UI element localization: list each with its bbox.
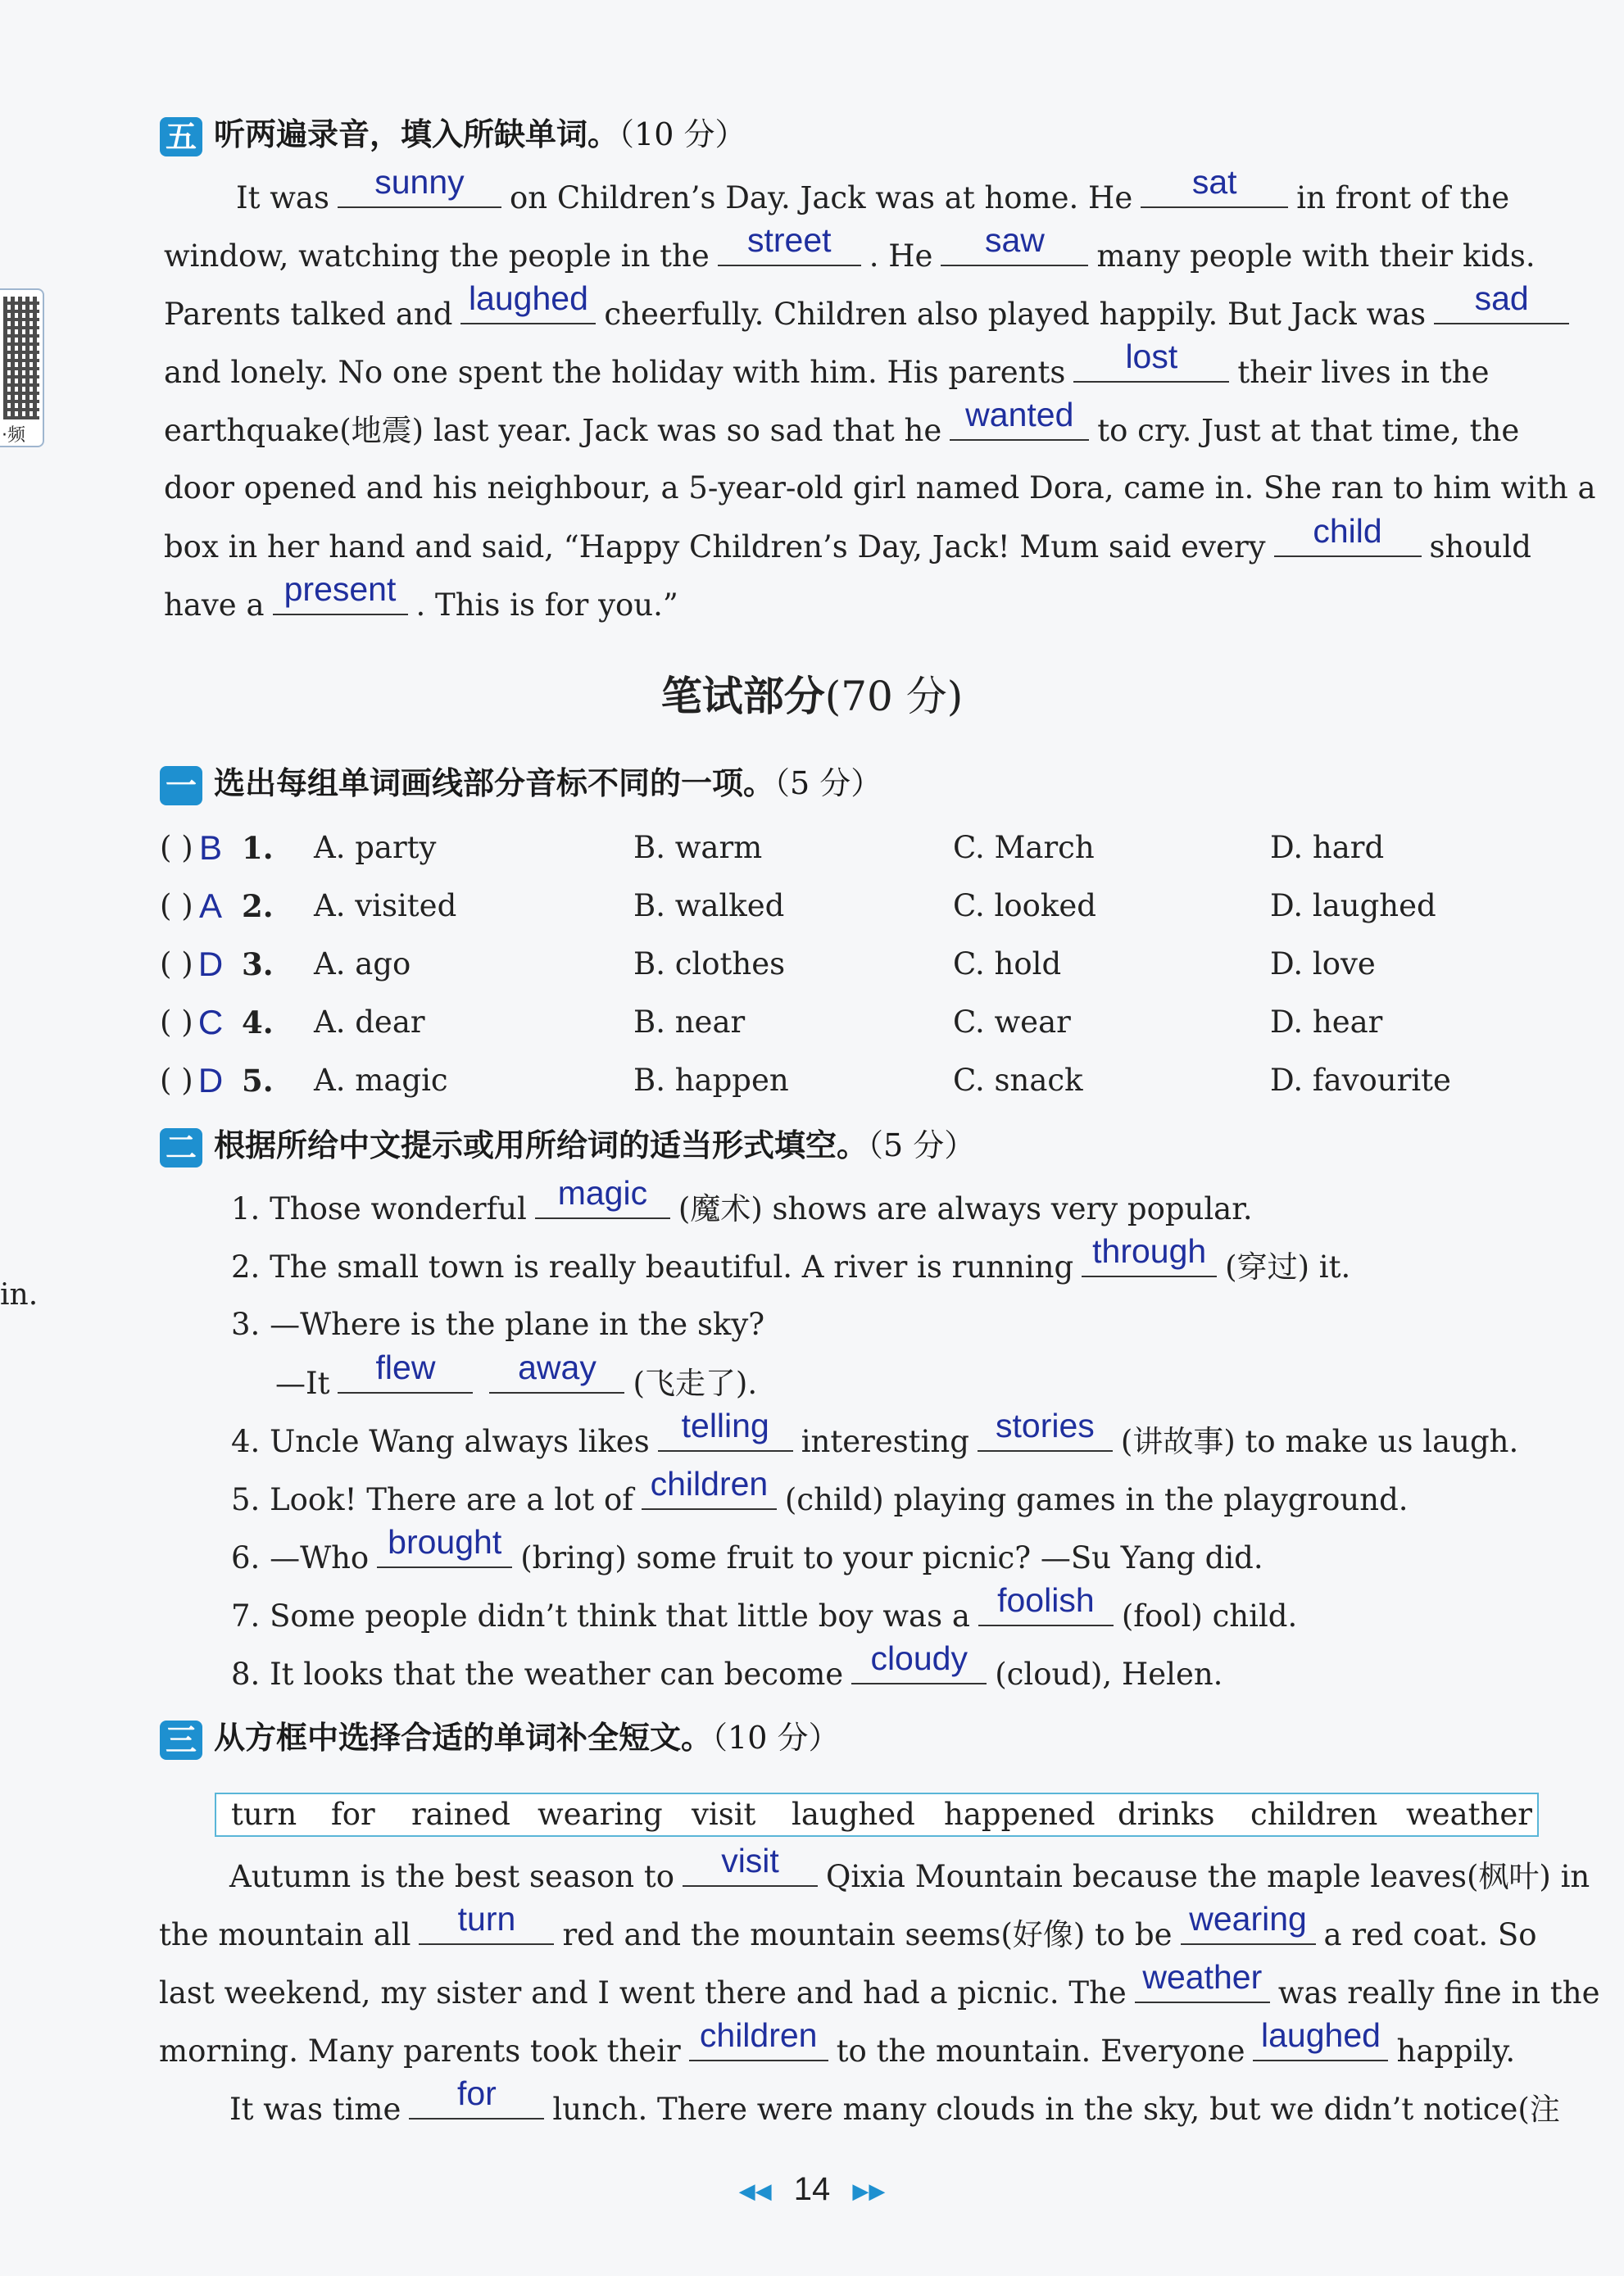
answer-blank[interactable]: magic — [535, 1188, 670, 1219]
passage-line: and lonely. No one spent the holiday with him. His parents lost their lives in the — [164, 338, 1490, 390]
question-line: 2. The small town is really beautiful. A river is running through (穿过) it. — [231, 1232, 1351, 1285]
answer-blank[interactable]: away — [489, 1362, 624, 1394]
section-title: 听两遍录音，填入所缺单词。 — [214, 116, 619, 152]
answer-blank[interactable]: wanted — [950, 410, 1089, 441]
mc-question-row — [160, 944, 1553, 985]
answer-blank[interactable]: saw — [941, 235, 1088, 266]
answer-blank[interactable]: through — [1082, 1246, 1217, 1277]
section-score: （10 分） — [619, 116, 746, 152]
page-navigation — [0, 2171, 1624, 2208]
answer-blank[interactable]: sunny — [338, 177, 501, 208]
question-line: 1. Those wonderful magic (魔术) shows are always very popular. — [231, 1174, 1253, 1226]
question-line: 7. Some people didn’t think that little boy was a foolish (fool) child. — [231, 1581, 1298, 1634]
question-line: 6. —Who brought (bring) some fruit to your picnic? —Su Yang did. — [231, 1523, 1263, 1576]
option-a[interactable]: A. magic — [314, 1063, 448, 1098]
answer-paren[interactable]: ( ) — [160, 946, 193, 982]
option-a[interactable]: A. dear — [314, 1004, 425, 1040]
answer-paren[interactable]: ( ) — [160, 888, 193, 923]
qr-code-icon — [3, 297, 39, 419]
page-number: 14 — [793, 2171, 831, 2207]
passage-line: last weekend, my sister and I went there and had a picnic. The weather was really fine in the — [159, 1958, 1600, 2011]
option-c[interactable]: C. March — [953, 830, 1095, 865]
passage-line: box in her hand and said, “Happy Children’s Day, Jack! Mum said every child should — [164, 512, 1531, 564]
section-title: 从方框中选择合适的单词补全短文。 — [214, 1720, 713, 1756]
question-line: 5. Look! There are a lot of children (child) playing games in the playground. — [231, 1465, 1409, 1517]
section-badge: 五 — [160, 117, 202, 156]
question-line: —It flew away (飞走了). — [275, 1349, 758, 1401]
option-b[interactable]: B. near — [633, 1004, 746, 1040]
passage-line: door opened and his neighbour, a 5-year-old girl named Dora, came in. She ran to him with a — [164, 470, 1596, 506]
mc-answer: B — [198, 828, 222, 867]
section-1-header — [160, 762, 882, 805]
answer-blank[interactable]: child — [1274, 526, 1422, 557]
word-option: happened — [944, 1797, 1096, 1832]
option-d[interactable]: D. hard — [1270, 830, 1385, 865]
passage-line: Parents talked and laughed cheerfully. Children also played happily. But Jack was sad — [164, 293, 1577, 335]
answer-blank[interactable]: visit — [683, 1856, 818, 1887]
mc-question-row — [160, 1060, 1553, 1101]
section-score: （10 分） — [712, 1720, 840, 1756]
passage-line: the mountain all turn red and the mountain seems(好像) to be wearing a red coat. So — [159, 1900, 1537, 1952]
question-number: 1. — [242, 830, 274, 866]
option-d[interactable]: D. hear — [1270, 1004, 1383, 1040]
mc-answer: D — [197, 945, 224, 983]
mc-answer: D — [197, 1061, 224, 1099]
question-number: 2. — [242, 888, 274, 924]
passage-line: window, watching the people in the street . He saw many people with their kids. — [164, 221, 1536, 274]
question-number: 3. — [242, 946, 274, 982]
passage-line: It was sunny on Children’s Day. Jack was at home. He sat in front of the — [236, 163, 1510, 215]
option-c[interactable]: C. wear — [953, 1004, 1071, 1040]
option-d[interactable]: D. favourite — [1270, 1063, 1451, 1098]
passage-line: have a present . This is for you.” — [164, 570, 678, 623]
option-c[interactable]: C. hold — [953, 946, 1062, 982]
option-a[interactable]: A. party — [314, 830, 437, 865]
answer-blank[interactable]: stories — [978, 1421, 1113, 1452]
mc-answer: C — [197, 1003, 224, 1041]
answer-paren[interactable]: ( ) — [160, 1063, 193, 1098]
word-option: laughed — [792, 1797, 915, 1832]
section-badge: 二 — [160, 1128, 202, 1167]
word-box — [215, 1793, 1539, 1837]
answer-blank[interactable]: cloudy — [851, 1653, 987, 1684]
section-5-header — [160, 113, 746, 156]
option-c[interactable]: C. looked — [953, 888, 1096, 923]
passage-line: morning. Many parents took their children to the mountain. Everyone laughed happily. — [159, 2016, 1516, 2069]
answer-blank[interactable]: laughed — [1253, 2030, 1388, 2061]
edge-text: in. — [0, 1278, 39, 1312]
answer-blank[interactable]: turn — [419, 1914, 554, 1945]
answer-paren[interactable]: ( ) — [160, 1004, 193, 1040]
answer-blank[interactable]: telling — [658, 1421, 793, 1452]
answer-blank[interactable]: children — [689, 2030, 828, 2061]
answer-blank[interactable]: lost — [1073, 351, 1229, 383]
word-option: drinks — [1118, 1797, 1215, 1832]
question-number: 5. — [242, 1063, 274, 1099]
answer-blank[interactable]: foolish — [978, 1595, 1114, 1626]
word-option: turn — [231, 1797, 297, 1832]
option-a[interactable]: A. ago — [314, 946, 411, 982]
answer-blank[interactable]: sad — [1434, 293, 1569, 324]
answer-paren[interactable]: ( ) — [160, 830, 193, 865]
word-option: wearing — [538, 1797, 663, 1832]
option-b[interactable]: B. happen — [633, 1063, 789, 1098]
answer-blank[interactable]: laughed — [460, 293, 596, 324]
qr-label: ·频 — [2, 425, 25, 446]
next-page-icon[interactable]: ▶▶ — [852, 2178, 886, 2203]
passage-line: It was time for lunch. There were many clouds in the sky, but we didn’t notice(注 — [229, 2074, 1560, 2127]
word-option: for — [331, 1797, 375, 1832]
section-score: （5 分） — [774, 765, 882, 801]
mc-answer: A — [198, 886, 222, 925]
section-badge: 三 — [160, 1721, 202, 1760]
mc-question-row — [160, 886, 1553, 927]
option-c[interactable]: C. snack — [953, 1063, 1083, 1098]
section-title: 根据所给中文提示或用所给词的适当形式填空。 — [214, 1127, 869, 1163]
answer-blank[interactable]: present — [273, 584, 408, 615]
qr-code-tab[interactable] — [0, 288, 44, 447]
answer-blank[interactable]: children — [642, 1479, 777, 1510]
option-b[interactable]: B. clothes — [633, 946, 786, 982]
question-number: 4. — [242, 1004, 274, 1041]
section-badge: 一 — [160, 766, 202, 805]
answer-blank[interactable]: brought — [377, 1537, 512, 1568]
option-d[interactable]: D. love — [1270, 946, 1376, 982]
word-option: rained — [411, 1797, 510, 1832]
passage-line: earthquake(地震) last year. Jack was so sad that he wanted to cry. Just at that time, the — [164, 396, 1520, 448]
passage-line: Autumn is the best season to visit Qixia Mountain because the maple leaves(枫叶) in — [229, 1842, 1590, 1894]
section-score: （5 分） — [868, 1127, 976, 1163]
written-part-title: 笔试部分(70 分) — [660, 673, 964, 720]
answer-blank[interactable]: wearing — [1181, 1914, 1316, 1945]
question-line: 3. —Where is the plane in the sky? — [231, 1307, 765, 1342]
question-line: 4. Uncle Wang always likes telling interesting stories (讲故事) to make us laugh. — [231, 1407, 1519, 1459]
word-option: weather — [1406, 1797, 1532, 1832]
word-option: children — [1250, 1797, 1378, 1832]
answer-blank[interactable]: weather — [1135, 1972, 1270, 2003]
option-b[interactable]: B. walked — [633, 888, 785, 923]
answer-blank[interactable]: for — [409, 2088, 544, 2120]
option-d[interactable]: D. laughed — [1270, 888, 1436, 923]
option-b[interactable]: B. warm — [633, 830, 763, 865]
answer-blank[interactable]: street — [718, 235, 861, 266]
option-a[interactable]: A. visited — [314, 888, 457, 923]
section-2-header — [160, 1124, 975, 1167]
section-3-header — [160, 1716, 839, 1760]
answer-blank[interactable]: sat — [1141, 177, 1288, 208]
word-option: visit — [692, 1797, 756, 1832]
mc-question-row — [160, 1002, 1553, 1043]
section-title: 选出每组单词画线部分音标不同的一项。 — [214, 765, 775, 801]
mc-question-row — [160, 827, 1553, 868]
prev-page-icon[interactable]: ◀◀ — [738, 2178, 772, 2203]
answer-blank[interactable]: flew — [338, 1362, 473, 1394]
question-line: 8. It looks that the weather can become cloudy (cloud), Helen. — [231, 1639, 1223, 1692]
